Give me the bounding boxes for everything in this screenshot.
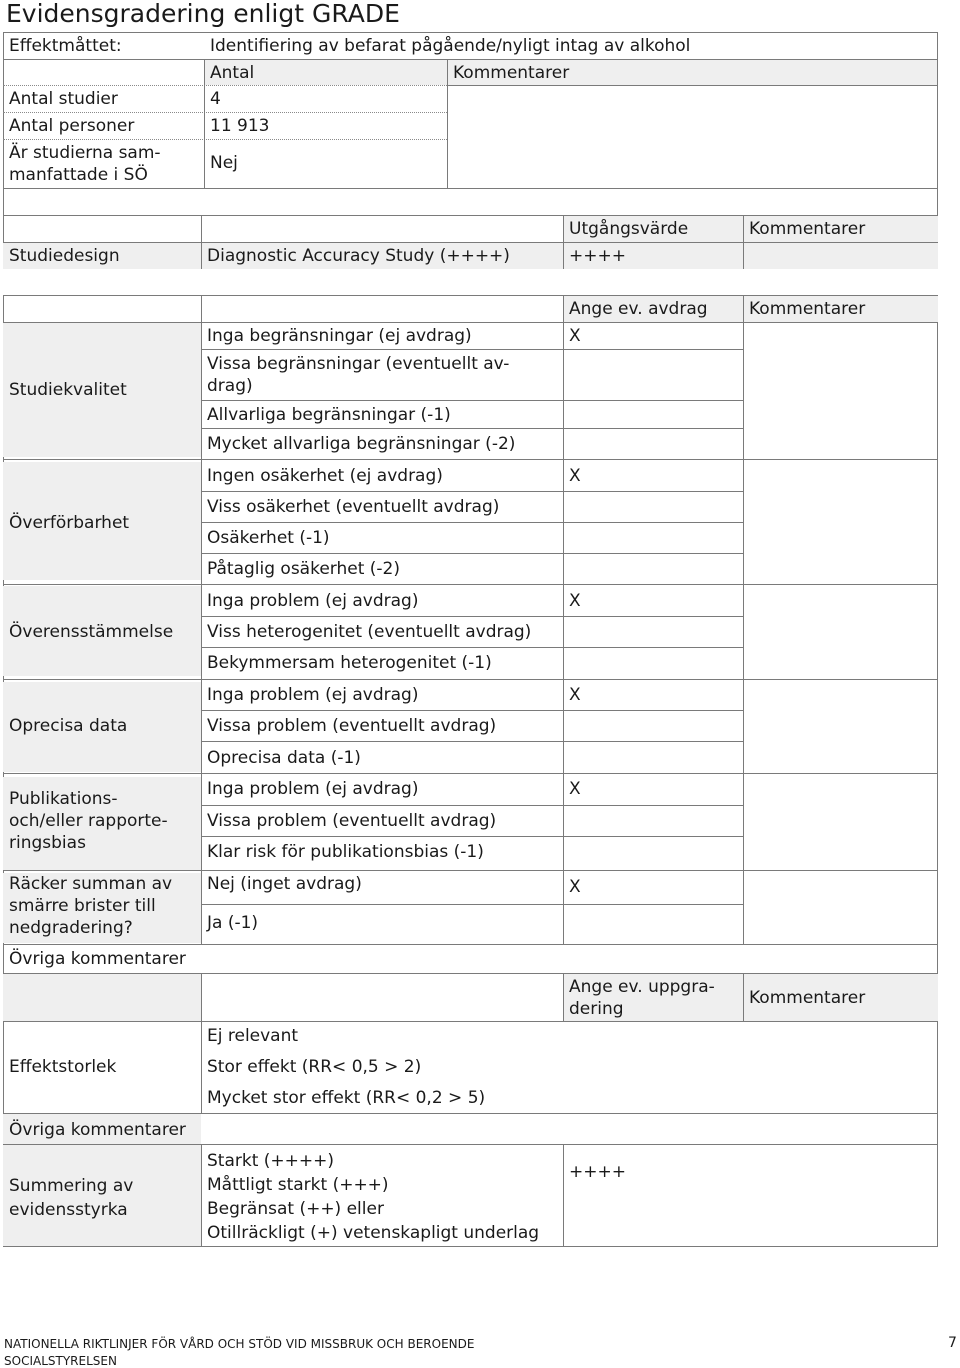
deduction-mark: X [569,779,581,799]
column-header-start-value: Utgångsvärde [569,219,689,239]
other-comments-label: Övriga kommentarer [9,949,186,969]
effect-measure-value: Identifiering av befarat pågående/nyligt intag av alkohol [210,36,691,56]
summary-option: Otillräckligt (+) vetenskapligt underlag [207,1223,540,1243]
row-label-summarized-line2: manfattade i SÖ [9,165,148,185]
study-design-value: Diagnostic Accuracy Study (++++) [207,246,510,266]
summary-option: Starkt (++++) [207,1151,335,1171]
row-value-summarized: Nej [210,153,238,173]
summary-option: Begränsat (++) eller [207,1199,384,1219]
column-header-comments: Kommentarer [453,63,570,83]
criterion-label: Överförbarhet [9,513,130,533]
study-design-start-value: ++++ [569,246,626,266]
criterion-option: Inga begränsningar (ej avdrag) [207,326,472,346]
criterion-option: Inga problem (ej avdrag) [207,591,419,611]
summary-value: ++++ [569,1162,626,1182]
deduction-mark: X [569,591,581,611]
row-value-studies: 4 [210,89,221,109]
criterion-option: Mycket allvarliga begränsningar (-2) [207,434,516,454]
deduction-mark: X [569,685,581,705]
effect-size-label: Effektstorlek [9,1057,117,1077]
criterion-option: Bekymmersam heterogenitet (-1) [207,653,492,673]
deduction-mark: X [569,877,581,897]
footer-publisher: SOCIALSTYRELSEN [4,1354,117,1368]
criterion-option: Viss osäkerhet (eventuellt avdrag) [207,497,500,517]
criterion-option: Allvarliga begränsningar (-1) [207,405,451,425]
criterion-option: Nej (inget avdrag) [207,874,362,894]
footer-title: NATIONELLA RIKTLINJER FÖR VÅRD OCH STÖD VID MISSBRUK OCH BEROENDE [4,1337,475,1351]
row-value-persons: 11 913 [210,116,270,136]
page-number: 7 [948,1335,957,1351]
criterion-option: Oprecisa data (-1) [207,748,361,768]
page-title: Evidensgradering enligt GRADE [6,0,400,28]
criterion-option: Ja (-1) [207,913,259,933]
row-label-persons: Antal personer [9,116,135,136]
column-header-comments: Kommentarer [749,299,866,319]
criterion-label: Studiekvalitet [9,380,127,400]
effect-size-option: Stor effekt (RR< 0,5 > 2) [207,1057,422,1077]
criterion-option: Vissa begränsningar (eventuellt av-drag) [207,354,510,396]
criterion-label: Överensstämmelse [9,622,174,642]
criterion-option: Påtaglig osäkerhet (-2) [207,559,401,579]
column-header-comments: Kommentarer [749,219,866,239]
summary-label: Summering av evidensstyrka [9,1176,134,1220]
criterion-label: Oprecisa data [9,716,128,736]
column-header-comments: Kommentarer [749,988,866,1008]
criterion-label: Räcker summan av smärre brister till nedgradering? [9,874,173,938]
study-design-label: Studiedesign [9,246,120,266]
criterion-option: Osäkerhet (-1) [207,528,330,548]
column-header-upgrade: Ange ev. uppgra-dering [569,977,715,1019]
deduction-mark: X [569,326,581,346]
criterion-label: Publikations- och/eller rapporte-ringsbias [9,789,168,853]
row-label-summarized-line1: Är studierna sam- [9,143,161,163]
criterion-option: Viss heterogenitet (eventuellt avdrag) [207,622,532,642]
criterion-option: Ingen osäkerhet (ej avdrag) [207,466,443,486]
summary-option: Måttligt starkt (+++) [207,1175,389,1195]
other-comments-label: Övriga kommentarer [9,1120,186,1140]
criterion-option: Inga problem (ej avdrag) [207,779,419,799]
column-header-deduction: Ange ev. avdrag [569,299,708,319]
effect-size-option: Mycket stor effekt (RR< 0,2 > 5) [207,1088,486,1108]
deduction-mark: X [569,466,581,486]
criterion-option: Klar risk för publikationsbias (-1) [207,842,484,862]
column-header-count: Antal [210,63,255,83]
criterion-option: Inga problem (ej avdrag) [207,685,419,705]
criterion-option: Vissa problem (eventuellt avdrag) [207,716,497,736]
row-label-studies: Antal studier [9,89,118,109]
effect-measure-label: Effektmåttet: [9,36,122,56]
criterion-option: Vissa problem (eventuellt avdrag) [207,811,497,831]
effect-size-option: Ej relevant [207,1026,299,1046]
